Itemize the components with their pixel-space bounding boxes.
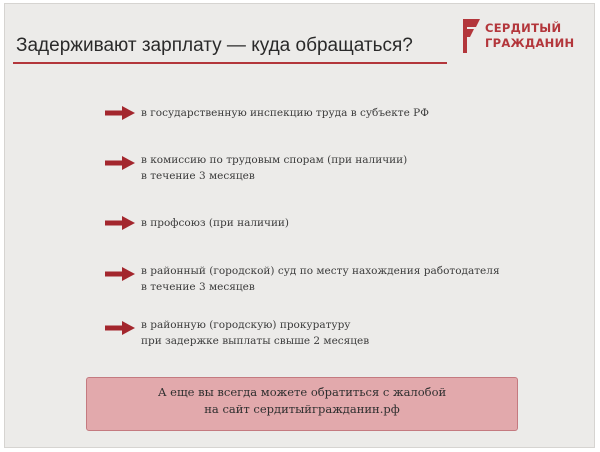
right-arrow-icon bbox=[105, 321, 135, 335]
logo bbox=[458, 17, 588, 59]
page-title: Задерживают зарплату — куда обращаться? bbox=[16, 35, 413, 56]
logo-line-2: ГРАЖДАНИН bbox=[485, 36, 575, 50]
logo-line-1: СЕРДИТЫЙ bbox=[485, 21, 562, 35]
callout-line-1: А еще вы всегда можете обратиться с жалобой bbox=[157, 385, 447, 399]
list-item-text bbox=[141, 105, 429, 121]
list-item-text bbox=[141, 152, 407, 184]
list-item-line: в районную (городскую) прокуратуру bbox=[141, 319, 351, 331]
list-item-line: в течение 3 месяцев bbox=[141, 281, 255, 293]
callout-line-2: на сайт сердитыйгражданин.рф bbox=[204, 402, 400, 416]
right-arrow-icon bbox=[105, 216, 135, 230]
list-item-line: в профсоюз (при наличии) bbox=[141, 217, 290, 229]
list-item-line: в комиссию по трудовым спорам (при наличии) bbox=[141, 154, 408, 166]
list-item-line: в государственную инспекцию труда в субъекте РФ bbox=[141, 107, 429, 119]
complaint-callout bbox=[86, 377, 518, 431]
list-item-text bbox=[141, 263, 500, 295]
list-item-text bbox=[141, 215, 289, 231]
list-item-text bbox=[141, 317, 369, 349]
right-arrow-icon bbox=[105, 156, 135, 170]
right-arrow-icon bbox=[105, 106, 135, 120]
flag-logo-icon bbox=[458, 19, 482, 53]
list-item-line: в течение 3 месяцев bbox=[141, 170, 255, 182]
logo-text bbox=[485, 21, 574, 51]
list-item-line: при задержке выплаты свыше 2 месяцев bbox=[141, 335, 370, 347]
list-item-line: в районный (городской) суд по месту нахождения работодателя bbox=[141, 265, 500, 277]
right-arrow-icon bbox=[105, 267, 135, 281]
slide bbox=[4, 3, 595, 448]
title-underline bbox=[13, 62, 447, 64]
